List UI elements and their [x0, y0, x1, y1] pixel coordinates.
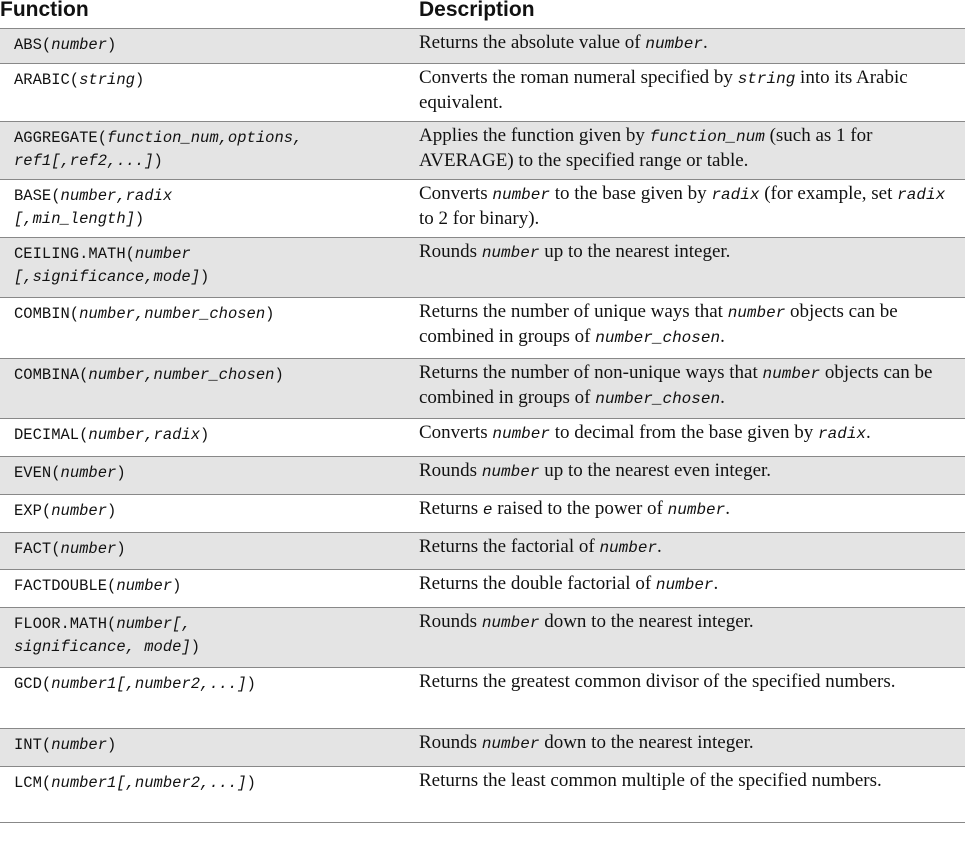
code-term: number: [481, 735, 540, 753]
description-text: Returns the least common multiple of the specified numbers.: [419, 770, 882, 791]
description-text: Returns the absolute value of: [419, 32, 646, 53]
description-text: to the base given by: [549, 183, 712, 204]
function-signature: [14, 575, 404, 598]
description-text: .: [702, 32, 708, 53]
description-text: objects can be combined in groups of: [419, 301, 898, 347]
argument-text: number1[,number2,...]: [51, 675, 247, 693]
table-row: [0, 667, 965, 728]
function-description: [419, 572, 959, 597]
code-term: radix: [818, 425, 867, 443]
code-term: number: [481, 614, 540, 632]
function-description: [419, 124, 959, 173]
function-description: [419, 31, 959, 56]
function-text: ): [246, 774, 256, 792]
table-row: [0, 494, 965, 532]
function-signature: [14, 772, 404, 795]
argument-text: number: [51, 36, 108, 54]
function-text: INT(: [14, 736, 52, 754]
argument-text: number1[,number2,...]: [51, 774, 247, 792]
table-row: [0, 456, 965, 494]
function-description: [419, 731, 959, 756]
table-row: [0, 766, 965, 823]
description-text: Returns the factorial of: [419, 536, 600, 557]
function-text: ): [116, 540, 126, 558]
function-signature: [14, 127, 404, 173]
argument-text: number: [51, 502, 108, 520]
argument-text: number: [116, 577, 173, 595]
description-text: raised to the power of: [492, 498, 668, 519]
function-description: [419, 497, 959, 522]
function-text: GCD(: [14, 675, 52, 693]
description-text: to decimal from the base given by: [549, 422, 819, 443]
code-term: radix: [897, 186, 946, 204]
function-text: ARABIC(: [14, 71, 80, 89]
function-description: [419, 66, 959, 115]
function-text: ): [274, 366, 284, 384]
description-text: (such as 1 for AVERAGE) to the specified range or table.: [419, 125, 873, 171]
description-text: Converts: [419, 422, 493, 443]
function-text: FACT(: [14, 540, 61, 558]
argument-text: number,radix: [88, 426, 201, 444]
function-description: [419, 670, 959, 694]
function-description: [419, 459, 959, 484]
function-text: ): [107, 502, 117, 520]
table-row: [0, 607, 965, 667]
code-term: function_num: [649, 128, 765, 146]
function-text: ): [116, 464, 126, 482]
description-text: into its Arabic equivalent.: [419, 67, 908, 113]
function-text: ): [107, 36, 117, 54]
argument-text: number [,significance,mode]: [14, 245, 201, 286]
function-text: ): [265, 305, 275, 323]
code-term: number: [727, 304, 786, 322]
function-text: ): [246, 675, 256, 693]
function-text: ): [200, 268, 210, 286]
function-description: [419, 300, 959, 350]
description-text: Rounds: [419, 241, 482, 262]
argument-text: number: [51, 736, 108, 754]
function-description: [419, 421, 959, 446]
function-text: EVEN(: [14, 464, 61, 482]
function-text: FACTDOUBLE(: [14, 577, 117, 595]
argument-text: number: [60, 464, 117, 482]
function-text: BASE(: [14, 187, 61, 205]
argument-text: function_num,options, ref1[,ref2,...]: [14, 129, 303, 170]
function-text: ): [153, 152, 163, 170]
table-header: [0, 0, 965, 28]
table-row: [0, 418, 965, 456]
code-term: number: [492, 186, 550, 204]
function-signature: [14, 613, 404, 659]
function-signature: [14, 303, 404, 326]
table-row: [0, 63, 965, 121]
description-text: (for example, set: [759, 183, 898, 204]
description-text: to 2 for binary).: [419, 208, 540, 229]
argument-text: number,number_chosen: [88, 366, 275, 384]
description-text: Returns the number of non-unique ways that: [419, 362, 763, 383]
function-signature: [14, 538, 404, 561]
description-text: up to the nearest integer.: [539, 241, 731, 262]
function-table: [0, 28, 965, 823]
function-signature: [14, 424, 404, 447]
description-text: .: [720, 387, 725, 408]
function-text: CEILING.MATH(: [14, 245, 135, 263]
description-text: up to the nearest even integer.: [539, 460, 772, 481]
function-description: [419, 182, 959, 231]
function-text: ): [200, 426, 210, 444]
table-row: [0, 121, 965, 179]
function-text: ABS(: [14, 36, 52, 54]
function-text: COMBIN(: [14, 305, 80, 323]
description-text: down to the nearest integer.: [539, 732, 754, 753]
function-text: ): [190, 638, 201, 656]
table-row: [0, 569, 965, 607]
table-row: [0, 179, 965, 237]
table-row: [0, 532, 965, 569]
code-term: number: [481, 463, 540, 481]
code-term: number: [645, 35, 703, 53]
function-signature: [14, 34, 404, 57]
function-text: ): [134, 71, 145, 89]
code-term: e: [482, 501, 493, 519]
code-term: number: [492, 425, 550, 443]
argument-text: number: [60, 540, 117, 558]
description-text: Applies the function given by: [419, 125, 650, 146]
function-description: [419, 610, 959, 635]
code-term: number: [481, 244, 540, 262]
function-description: [419, 240, 959, 265]
description-text: Rounds: [419, 732, 482, 753]
description-text: Returns the double factorial of: [419, 573, 656, 594]
description-text: Rounds: [419, 611, 482, 632]
function-text: AGGREGATE(: [14, 129, 108, 147]
function-text: LCM(: [14, 774, 52, 792]
function-signature: [14, 243, 404, 289]
code-term: number: [762, 365, 821, 383]
function-description: [419, 535, 959, 560]
code-term: number_chosen: [595, 329, 721, 347]
code-term: string: [737, 70, 796, 88]
function-description: [419, 361, 959, 411]
argument-text: number[, significance, mode]: [14, 615, 191, 656]
code-term: number: [599, 539, 658, 557]
description-text: Converts: [419, 183, 493, 204]
argument-text: string: [79, 71, 135, 89]
function-signature: [14, 500, 404, 523]
argument-text: number,number_chosen: [79, 305, 266, 323]
function-description: [419, 769, 959, 793]
description-text: .: [657, 536, 662, 557]
table-row: [0, 358, 965, 418]
function-signature: [14, 673, 404, 696]
description-text: .: [720, 326, 725, 347]
function-column-header: Function: [0, 0, 89, 21]
description-column-header: Description: [419, 0, 535, 21]
code-term: number: [667, 501, 726, 519]
function-text: ): [172, 577, 182, 595]
table-row: [0, 297, 965, 358]
argument-text: number,radix [,min_length]: [14, 187, 173, 228]
description-text: .: [725, 498, 730, 519]
function-signature: [14, 69, 404, 92]
table-row: [0, 728, 965, 766]
description-text: Converts the roman numeral specified by: [419, 67, 738, 88]
code-term: number: [655, 576, 714, 594]
function-text: EXP(: [14, 502, 52, 520]
description-text: .: [866, 422, 871, 443]
code-term: number_chosen: [595, 390, 721, 408]
description-text: Returns: [419, 498, 483, 519]
description-text: .: [713, 573, 719, 594]
function-signature: [14, 364, 404, 387]
function-text: DECIMAL(: [14, 426, 89, 444]
function-text: ): [134, 210, 145, 228]
description-text: Rounds: [419, 460, 482, 481]
function-signature: [14, 185, 404, 231]
description-text: objects can be combined in groups of: [419, 362, 933, 408]
description-text: Returns the greatest common divisor of the specified numbers.: [419, 671, 896, 692]
table-row: [0, 237, 965, 297]
function-text: ): [107, 736, 117, 754]
code-term: radix: [711, 186, 760, 204]
table-row: [0, 28, 965, 63]
function-signature: [14, 734, 404, 757]
function-text: FLOOR.MATH(: [14, 615, 117, 633]
function-signature: [14, 462, 404, 485]
function-text: COMBINA(: [14, 366, 89, 384]
description-text: Returns the number of unique ways that: [419, 301, 728, 322]
description-text: down to the nearest integer.: [539, 611, 754, 632]
